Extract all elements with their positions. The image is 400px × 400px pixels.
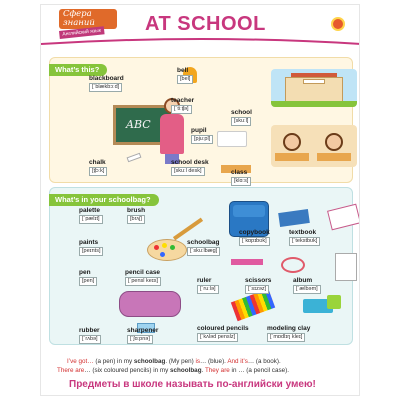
- vocab-pupil: pupil [pjuːpl]: [191, 127, 213, 144]
- pencil-case-icon: [119, 291, 181, 317]
- vocab-paints: paints [peɪnts]: [79, 239, 103, 256]
- brand-logo: [59, 9, 117, 38]
- vocab-ruler: ruler [ˈruːlə]: [197, 277, 219, 294]
- vocab-palette: palette [ˈpælɪt]: [79, 207, 103, 224]
- board-text: ABC: [126, 118, 151, 131]
- example-sentence-1: I’ve got… (a pen) in my schoolbag. (My pen) is… (blue). And it’s… (a book).: [67, 358, 281, 365]
- palette-icon: [147, 239, 187, 261]
- vocab-modeling-clay: modeling clay [ˈmɒdlɪŋ kleɪ]: [267, 325, 311, 340]
- school-illustration: [271, 69, 357, 107]
- brand-subtitle: Английский язык: [59, 26, 104, 39]
- schoolbag-flap: [233, 205, 265, 217]
- vocab-sharpener: sharpener [ˈʃɑːpnə]: [127, 327, 159, 342]
- poster: [40, 4, 360, 396]
- vocab-school-desk: school desk [skuːl desk]: [171, 159, 209, 174]
- class-illustration: [271, 125, 357, 167]
- vocab-album: album [ˈælbəm]: [293, 277, 321, 294]
- vocab-class: class [klɑːs]: [231, 169, 251, 186]
- modeling-clay-icon-2: [327, 295, 341, 309]
- vocab-coloured-pencils: coloured pencils [ˈkʌləd penslz]: [197, 325, 249, 340]
- vocab-school: school [skuːl]: [231, 109, 252, 124]
- album-icon: [335, 253, 357, 281]
- pupil-icon: [217, 131, 247, 147]
- vocab-rubber: rubber [ˈrʌbə]: [79, 327, 100, 342]
- teacher-body: [160, 114, 184, 154]
- vocab-scissors: scissors [ˈsɪzəz]: [245, 277, 272, 292]
- brand-logo-text: Сфера знаний: [59, 9, 117, 29]
- section-heading: What’s in your schoolbag?: [49, 194, 159, 206]
- vocab-pen: pen [pen]: [79, 269, 97, 286]
- vocab-blackboard: blackboard [ˈblækbɔːd]: [89, 75, 124, 90]
- school-sign: [303, 79, 325, 84]
- example-sentence-2: There are… (six coloured pencils) in my schoolbag. They are in … (a pencil case).: [57, 367, 289, 374]
- vocab-textbook: textbook [ˈtekstbʊk]: [289, 229, 320, 246]
- page-title: AT SCHOOL: [145, 13, 266, 35]
- section-heading: What’s this?: [49, 64, 107, 76]
- scissors-icon: [281, 257, 305, 273]
- ruler-icon: [231, 259, 263, 265]
- vocab-schoolbag: schoolbag [ˈskuːlbæg]: [187, 239, 220, 254]
- vocab-brush: brush [brʌʃ]: [127, 207, 146, 222]
- vocab-bell: bell [bel]: [177, 67, 193, 84]
- vocab-teacher: teacher [ˈtiːʧə]: [171, 97, 195, 112]
- vocab-pencil-case: pencil case [ˈpensl keɪs]: [125, 269, 161, 284]
- corner-badge-icon: [331, 17, 345, 31]
- bottom-slogan: Предметы в школе называть по-английски умею!: [69, 379, 316, 390]
- vocab-chalk: chalk [ʧɔːk]: [89, 159, 106, 174]
- vocab-copybook: copybook [ˈkɒpɪbʊk]: [239, 229, 270, 244]
- header-swoosh: [41, 38, 360, 48]
